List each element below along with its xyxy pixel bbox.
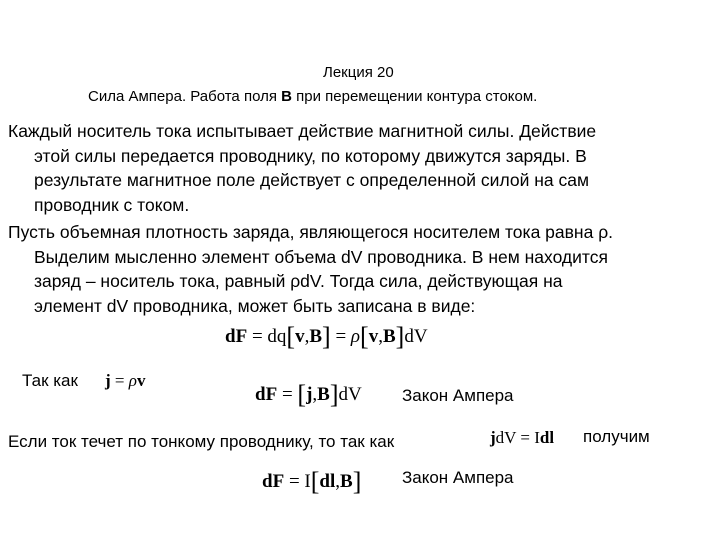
paragraph-line: заряд – носитель тока, равный ρdV. Тогда сила, действующая на xyxy=(34,271,563,291)
current-density-formula: j = ρv xyxy=(105,371,146,390)
force-formula: dF = dq[v,B] = ρ[v,B]dV xyxy=(225,322,428,351)
paragraph-line: проводник с током. xyxy=(34,194,190,215)
paragraph-carrier-force xyxy=(8,119,716,217)
paragraph-line: этой силы передается проводнику, по которому движутся заряды. В xyxy=(34,145,587,166)
we-get-label: получим xyxy=(583,427,650,446)
ampere-law-label: Закон Ампера xyxy=(402,468,514,487)
lecture-title xyxy=(88,88,537,105)
lecture-title-prefix: Сила Ампера. Работа поля xyxy=(88,88,282,105)
lecture-title-bold: B xyxy=(281,88,292,105)
paragraph-charge-density xyxy=(8,220,716,318)
ampere-law-label: Закон Ампера xyxy=(402,386,514,405)
paragraph-line: Выделим мысленно элемент объема dV проводника. В нем находится xyxy=(34,246,608,267)
current-element-formula: jdV = Idl xyxy=(490,428,555,447)
ampere-formula-volume: dF = [j,B]dV xyxy=(255,380,362,409)
lecture-title-suffix: при перемещении контура стоком. xyxy=(291,88,538,105)
lecture-number: Лекция 20 xyxy=(323,64,394,81)
ampere-formula-wire: dF = I[dl,B] xyxy=(262,467,362,496)
paragraph-line: Каждый носитель тока испытывает действие магнитной силы. Действие xyxy=(8,121,597,141)
since-label: Так как xyxy=(22,371,78,390)
paragraph-line: результате магнитное поле действует с определенной силой на сам xyxy=(34,170,590,190)
paragraph-line: элемент dV проводника, может быть записана в виде: xyxy=(34,295,476,316)
paragraph-line: Пусть объемная плотность заряда, являющегося носителем тока равна ρ. xyxy=(8,222,614,242)
thin-wire-text: Если ток течет по тонкому проводнику, то так как xyxy=(8,432,395,451)
